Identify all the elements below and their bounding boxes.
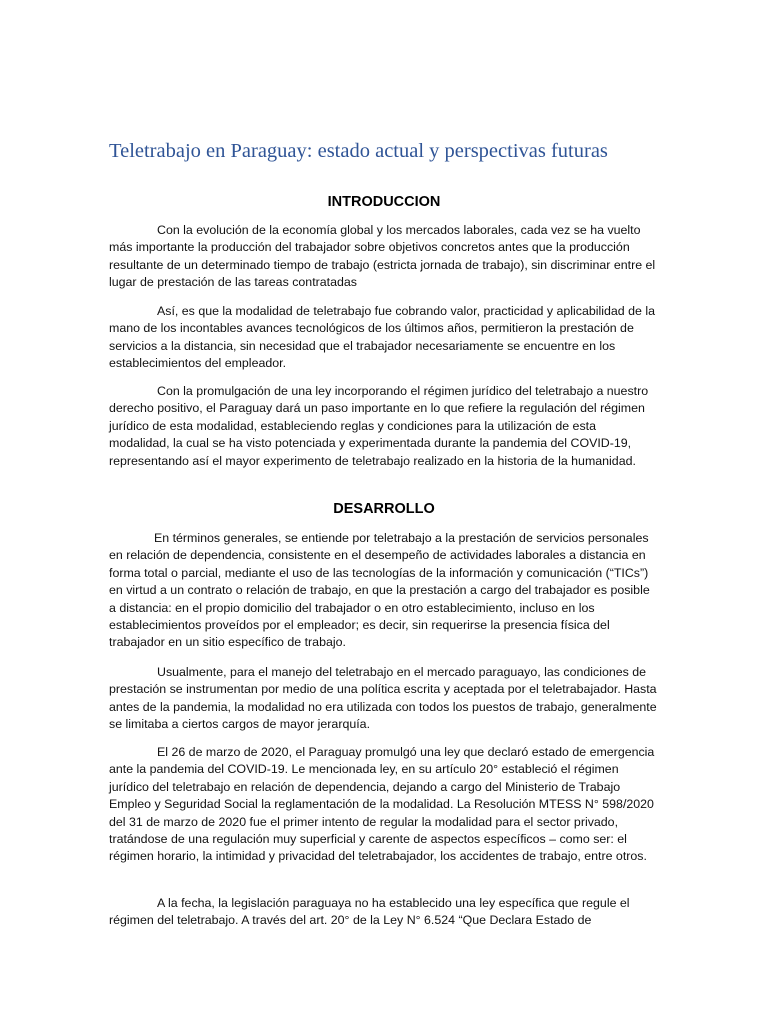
paragraph: Con la evolución de la economía global y los mercados laborales, cada vez se ha vuelto más importante la producción del trabajador sobre objetivos concretos antes que la producción resultante de un determinado tiempo de trabajo (estricta jornada de trabajo), sin discriminar entre el lugar de prestación de las tareas contratadas [109,223,656,290]
paragraph: En términos generales, se entiende por teletrabajo a la prestación de servicios personales en relación de dependencia, consistente en el desempeño de actividades laborales a distancia en forma total o parcial, mediante el uso de las tecnologías de la información y comunicación (“TICs”) en virtud a un contrato o relación de trabajo, en que la prestación a cargo del trabajador es posible a distancia: en el propio domicilio del trabajador o en otro establecimiento, incluso en los establecimientos proveídos por el empleador; es decir, sin requerirse la presencia física del trabajador en un sitio específico de trabajo. [109,531,650,650]
paragraph: A la fecha, la legislación paraguaya no ha establecido una ley específica que regule el régimen del teletrabajo. A través del art. 20° de la Ley N° 6.524 “Que Declara Estado de [109,896,630,928]
section-heading-introduccion: INTRODUCCION [327,194,441,210]
section-heading-desarrollo: DESARROLLO [333,501,435,517]
paragraph: Así, es que la modalidad de teletrabajo fue cobrando valor, practicidad y aplicabilidad de la mano de los incontables avances tecnológicos de los últimos años, permitieron la prestación de servicios a la distancia, sin necesidad que el trabajador necesariamente se encuentre en los establecimientos del empleador. [109,304,656,371]
paragraph: Usualmente, para el manejo del teletrabajo en el mercado paraguayo, las condiciones de prestación se instrumentan por medio de una política escrita y aceptada por el teletrabajador. Hasta antes de la pandemia, la modalidad no era utilizada con todos los puestos de trabajo, generalmente se limitaba a ciertos cargos de mayor jerarquía. [109,665,657,732]
paragraph: Con la promulgación de una ley incorporando el régimen jurídico del teletrabajo a nuestro derecho positivo, el Paraguay dará un paso importante en lo que refiere la regulación del régimen jurídico de esta modalidad, estableciendo reglas y condiciones para la utilización de esta modalidad, la cual se ha visto potenciada y experimentada durante la pandemia del COVID-19, representando así el mayor experimento de teletrabajo realizado en la historia de la humanidad. [109,384,649,468]
paragraph: El 26 de marzo de 2020, el Paraguay promulgó una ley que declaró estado de emergencia ante la pandemia del COVID-19. Le mencionada ley, en su artículo 20° estableció el régimen jurídico del teletrabajo en relación de dependencia, dejando a cargo del Ministerio de Trabajo Empleo y Seguridad Social la reglamentación de la modalidad. La Resolución MTESS N° 598/2020 del 31 de marzo de 2020 fue el primer intento de regular la modalidad para el sector privado, tratándose de una regulación muy superficial y carente de aspectos específicos – como ser: el régimen horario, la intimidad y privacidad del teletrabajador, los accidentes de trabajo, entre otros. [109,745,655,864]
document-title: Teletrabajo en Paraguay: estado actual y perspectivas futuras [109,140,608,162]
